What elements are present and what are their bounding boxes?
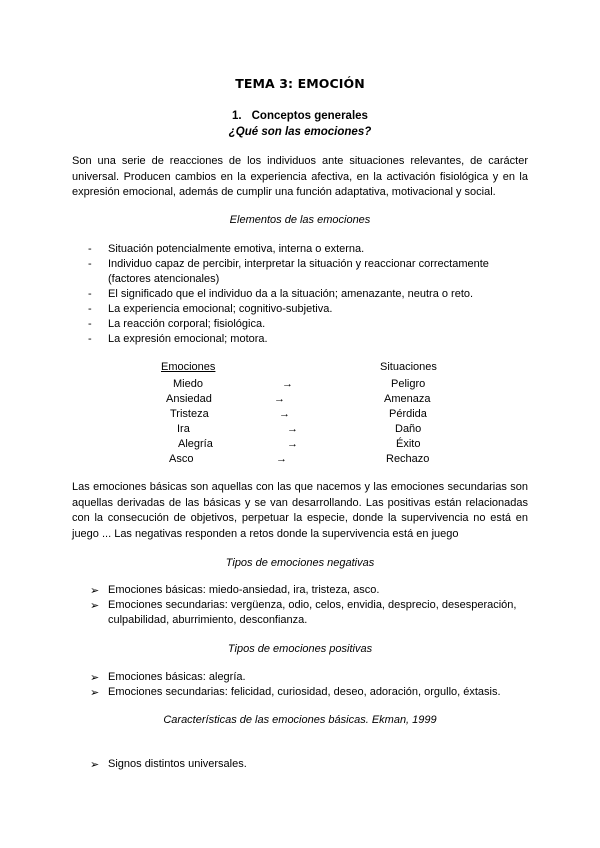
list-item: Emociones secundarias: vergüenza, odio, celos, envidia, desprecio, desesperación, — [108, 599, 517, 611]
emotion-label: Ansiedad — [166, 393, 212, 405]
emotion-label: Tristeza — [170, 408, 209, 420]
situation-label: Peligro — [391, 378, 426, 390]
dash-bullet: - — [88, 243, 92, 255]
list-item: El significado que el individuo da a la situación; amenazante, neutra o reto. — [108, 288, 474, 300]
list-item-continuation: (factores atencionales) — [108, 273, 220, 285]
intro-paragraph — [72, 154, 528, 201]
list-item: Emociones básicas: miedo-ansiedad, ira, tristeza, asco. — [108, 584, 380, 596]
arrow-icon: → — [287, 423, 298, 435]
positive-emotions-heading: Tipos de emociones positivas — [227, 643, 373, 655]
list-item-continuation: culpabilidad, aburrimiento, desconfianza. — [108, 614, 308, 626]
section-heading-text: Conceptos generales — [251, 110, 368, 122]
arrow-bullet-icon: ➢ — [90, 687, 100, 699]
paragraph-line: juego ... Las negativas responden a retos donde la supervivencia está en juego — [72, 527, 459, 540]
arrow-bullet-icon: ➢ — [90, 759, 100, 771]
list-item: Emociones básicas: alegría. — [108, 671, 246, 683]
arrow-icon: → — [282, 378, 293, 390]
arrow-bullet-icon: ➢ — [90, 585, 100, 597]
emotion-label: Alegría — [178, 438, 213, 450]
situation-label: Daño — [395, 423, 422, 435]
negative-emotions-heading: Tipos de emociones negativas — [225, 557, 375, 569]
list-item: La experiencia emocional; cognitivo-subjetiva. — [108, 303, 333, 315]
list-item: Individuo capaz de percibir, interpretar la situación y reaccionar correctamente — [108, 258, 489, 270]
intro-line: Son una serie de reacciones de los individuos ante situaciones relevantes, de carácter — [72, 155, 528, 167]
column-header-emotions: Emociones — [161, 361, 216, 373]
dash-bullet: - — [88, 318, 92, 330]
situation-label: Pérdida — [389, 408, 427, 420]
arrow-icon: → — [276, 453, 287, 465]
list-item: Emociones secundarias: felicidad, curiosidad, deseo, adoración, orgullo, éxtasis. — [108, 686, 501, 698]
dash-bullet: - — [88, 288, 92, 300]
arrow-icon: → — [279, 408, 290, 420]
paragraph-line: aquellas derivadas de las básicas y se van desarrollando. Las positivas están relacionadas — [72, 496, 528, 509]
list-item: La reacción corporal; fisiológica. — [108, 318, 266, 330]
situation-label: Rechazo — [386, 453, 430, 465]
dash-bullet: - — [88, 333, 92, 345]
dash-bullet: - — [88, 303, 92, 315]
section-question: ¿Qué son las emociones? — [228, 126, 372, 138]
emotion-label: Miedo — [173, 378, 203, 390]
section-number: 1. — [232, 110, 242, 122]
list-item: La expresión emocional; motora. — [108, 333, 268, 345]
page-title: TEMA 3: EMOCIÓN — [235, 76, 365, 91]
elements-heading: Elementos de las emociones — [229, 214, 371, 226]
arrow-icon: → — [287, 438, 298, 450]
column-header-situations: Situaciones — [380, 361, 437, 373]
situation-label: Éxito — [396, 438, 421, 450]
ekman-heading: Características de las emociones básicas. Ekman, 1999 — [163, 714, 437, 726]
intro-line: universal. Producen cambios en la experiencia afectiva, en la activación fisiológica y en la — [72, 170, 528, 183]
emotion-label: Asco — [169, 453, 194, 465]
paragraph-line: con la consecución de objetivos, perpetuar la especie, donde la supervivencia no está en — [72, 512, 528, 524]
arrow-icon: → — [274, 393, 285, 405]
arrow-bullet-icon: ➢ — [90, 672, 100, 684]
paragraph-line: Las emociones básicas son aquellas con las que nacemos y las emociones secundarias son — [72, 481, 528, 493]
list-item: Situación potencialmente emotiva, interna o externa. — [108, 243, 365, 255]
dash-bullet: - — [88, 258, 92, 270]
emotion-label: Ira — [177, 423, 190, 435]
arrow-bullet-icon: ➢ — [90, 600, 100, 612]
section-heading — [0, 110, 600, 122]
situation-label: Amenaza — [384, 393, 431, 405]
intro-line: expresión emocional, además de cumplir una función adaptativa, motivacional y social. — [72, 186, 496, 198]
basic-emotions-paragraph — [72, 480, 528, 542]
list-item: Signos distintos universales. — [108, 758, 247, 770]
